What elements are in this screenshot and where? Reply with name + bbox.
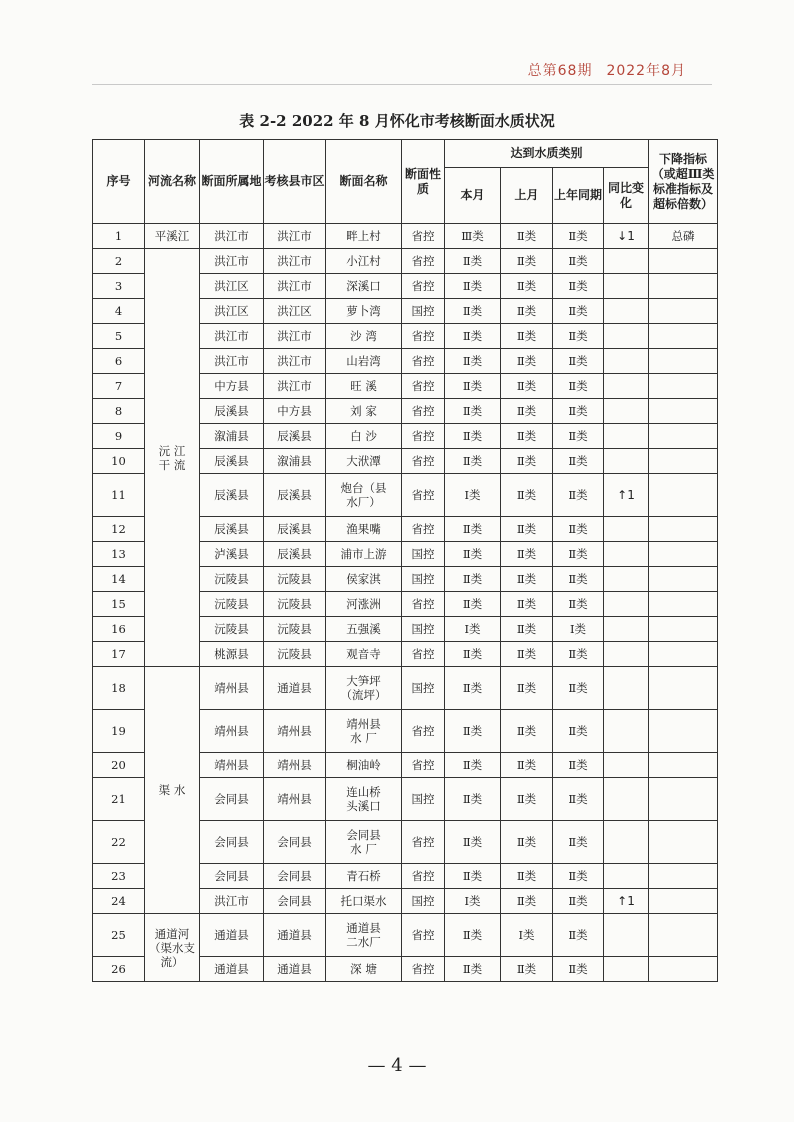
cell-nature: 国控 — [402, 778, 445, 821]
cell-section: 靖州县 水 厂 — [326, 710, 402, 753]
cell-indicator — [649, 957, 718, 982]
cell-this-month: Ⅰ类 — [445, 474, 501, 517]
cell-this-month: Ⅱ类 — [445, 642, 501, 667]
cell-river-name: 平溪江 — [145, 224, 200, 249]
cell-nature: 省控 — [402, 374, 445, 399]
cell-area: 洪江市 — [200, 249, 264, 274]
header-county: 考核县市区 — [264, 140, 326, 224]
cell-seq: 20 — [93, 753, 145, 778]
cell-section: 青石桥 — [326, 864, 402, 889]
cell-county: 会同县 — [264, 889, 326, 914]
cell-yoy — [604, 517, 649, 542]
cell-seq: 8 — [93, 399, 145, 424]
cell-area: 泸溪县 — [200, 542, 264, 567]
cell-last-month: Ⅱ类 — [501, 889, 553, 914]
cell-county: 靖州县 — [264, 778, 326, 821]
table-row — [93, 914, 718, 957]
cell-last-month: Ⅱ类 — [501, 821, 553, 864]
cell-yoy — [604, 821, 649, 864]
cell-area: 辰溪县 — [200, 449, 264, 474]
cell-section: 会同县 水 厂 — [326, 821, 402, 864]
cell-nature: 国控 — [402, 617, 445, 642]
cell-last-year: Ⅱ类 — [553, 914, 604, 957]
cell-indicator — [649, 667, 718, 710]
cell-county: 洪江市 — [264, 249, 326, 274]
cell-seq: 4 — [93, 299, 145, 324]
cell-last-year: Ⅱ类 — [553, 399, 604, 424]
cell-seq: 1 — [93, 224, 145, 249]
cell-indicator: 总磷 — [649, 224, 718, 249]
cell-last-month: Ⅱ类 — [501, 667, 553, 710]
cell-indicator — [649, 274, 718, 299]
cell-county: 沅陵县 — [264, 642, 326, 667]
water-quality-table — [92, 139, 718, 982]
cell-area: 会同县 — [200, 778, 264, 821]
cell-last-year: Ⅱ类 — [553, 778, 604, 821]
cell-indicator — [649, 517, 718, 542]
cell-last-year: Ⅰ类 — [553, 617, 604, 642]
header-area: 断面所属地 — [200, 140, 264, 224]
table-row — [93, 224, 718, 249]
cell-nature: 国控 — [402, 542, 445, 567]
cell-indicator — [649, 299, 718, 324]
cell-section: 大洑潭 — [326, 449, 402, 474]
cell-last-year: Ⅱ类 — [553, 374, 604, 399]
cell-section: 刘 家 — [326, 399, 402, 424]
cell-last-year: Ⅱ类 — [553, 449, 604, 474]
cell-last-month: Ⅱ类 — [501, 592, 553, 617]
cell-county: 洪江市 — [264, 374, 326, 399]
cell-river-name: 沅 江 干 流 — [145, 249, 200, 667]
header-quality-group: 达到水质类别 — [445, 140, 649, 168]
cell-county: 通道县 — [264, 667, 326, 710]
cell-last-month: Ⅱ类 — [501, 710, 553, 753]
cell-county: 靖州县 — [264, 753, 326, 778]
cell-yoy: ↓1 — [604, 224, 649, 249]
cell-nature: 省控 — [402, 753, 445, 778]
cell-seq: 6 — [93, 349, 145, 374]
cell-section: 深 塘 — [326, 957, 402, 982]
cell-last-year: Ⅱ类 — [553, 517, 604, 542]
header-seq: 序号 — [93, 140, 145, 224]
cell-nature: 省控 — [402, 274, 445, 299]
cell-last-month: Ⅱ类 — [501, 399, 553, 424]
cell-section: 小江村 — [326, 249, 402, 274]
cell-county: 辰溪县 — [264, 517, 326, 542]
cell-last-month: Ⅱ类 — [501, 617, 553, 642]
cell-county: 辰溪县 — [264, 424, 326, 449]
header-section: 断面名称 — [326, 140, 402, 224]
cell-section: 沙 湾 — [326, 324, 402, 349]
cell-nature: 省控 — [402, 821, 445, 864]
cell-section: 连山桥 头溪口 — [326, 778, 402, 821]
cell-this-month: Ⅱ类 — [445, 249, 501, 274]
cell-seq: 16 — [93, 617, 145, 642]
cell-last-year: Ⅱ类 — [553, 349, 604, 374]
cell-nature: 省控 — [402, 424, 445, 449]
cell-nature: 省控 — [402, 449, 445, 474]
issue-date: 2022年8月 — [606, 63, 686, 79]
cell-area: 洪江市 — [200, 889, 264, 914]
cell-last-year: Ⅱ类 — [553, 753, 604, 778]
cell-last-year: Ⅱ类 — [553, 821, 604, 864]
cell-nature: 省控 — [402, 224, 445, 249]
cell-area: 靖州县 — [200, 753, 264, 778]
cell-indicator — [649, 424, 718, 449]
cell-yoy — [604, 299, 649, 324]
cell-last-month: Ⅱ类 — [501, 567, 553, 592]
cell-nature: 省控 — [402, 249, 445, 274]
cell-last-year: Ⅱ类 — [553, 274, 604, 299]
cell-area: 洪江市 — [200, 224, 264, 249]
cell-county: 通道县 — [264, 957, 326, 982]
cell-last-year: Ⅱ类 — [553, 542, 604, 567]
cell-this-month: Ⅱ类 — [445, 592, 501, 617]
cell-last-month: Ⅱ类 — [501, 449, 553, 474]
header-rule — [92, 84, 712, 85]
cell-county: 辰溪县 — [264, 542, 326, 567]
cell-nature: 省控 — [402, 957, 445, 982]
cell-county: 靖州县 — [264, 710, 326, 753]
cell-seq: 2 — [93, 249, 145, 274]
cell-nature: 省控 — [402, 349, 445, 374]
cell-section: 观音寺 — [326, 642, 402, 667]
cell-last-year: Ⅱ类 — [553, 667, 604, 710]
cell-section: 托口渠水 — [326, 889, 402, 914]
cell-nature: 省控 — [402, 864, 445, 889]
cell-seq: 25 — [93, 914, 145, 957]
cell-indicator — [649, 399, 718, 424]
cell-area: 洪江市 — [200, 349, 264, 374]
cell-section: 山岩湾 — [326, 349, 402, 374]
cell-yoy — [604, 374, 649, 399]
cell-yoy — [604, 349, 649, 374]
cell-last-month: Ⅱ类 — [501, 349, 553, 374]
cell-last-year: Ⅱ类 — [553, 567, 604, 592]
page-number: — 4 — — [367, 1055, 427, 1076]
issue-number: 总第68期 — [527, 63, 593, 79]
cell-area: 会同县 — [200, 821, 264, 864]
cell-nature: 省控 — [402, 324, 445, 349]
cell-last-month: Ⅱ类 — [501, 374, 553, 399]
cell-this-month: Ⅱ类 — [445, 349, 501, 374]
cell-yoy — [604, 592, 649, 617]
cell-seq: 12 — [93, 517, 145, 542]
cell-yoy — [604, 324, 649, 349]
cell-last-year: Ⅱ类 — [553, 957, 604, 982]
cell-county: 溆浦县 — [264, 449, 326, 474]
cell-this-month: Ⅱ类 — [445, 864, 501, 889]
cell-area: 通道县 — [200, 957, 264, 982]
cell-seq: 19 — [93, 710, 145, 753]
cell-last-year: Ⅱ类 — [553, 224, 604, 249]
cell-area: 靖州县 — [200, 667, 264, 710]
cell-this-month: Ⅱ类 — [445, 517, 501, 542]
cell-indicator — [649, 778, 718, 821]
cell-yoy — [604, 424, 649, 449]
cell-last-month: Ⅱ类 — [501, 274, 553, 299]
cell-section: 大笋坪 （流坪） — [326, 667, 402, 710]
cell-yoy — [604, 249, 649, 274]
cell-yoy — [604, 667, 649, 710]
cell-nature: 省控 — [402, 642, 445, 667]
cell-area: 桃源县 — [200, 642, 264, 667]
cell-section: 白 沙 — [326, 424, 402, 449]
cell-this-month: Ⅱ类 — [445, 299, 501, 324]
cell-last-month: Ⅱ类 — [501, 642, 553, 667]
cell-yoy — [604, 399, 649, 424]
cell-this-month: Ⅱ类 — [445, 710, 501, 753]
cell-indicator — [649, 864, 718, 889]
table-title: 表 2-2 2022 年 8 月怀化市考核断面水质状况 — [239, 112, 555, 130]
cell-this-month: Ⅱ类 — [445, 399, 501, 424]
cell-section: 旺 溪 — [326, 374, 402, 399]
cell-river-name: 渠 水 — [145, 667, 200, 914]
cell-last-month: Ⅱ类 — [501, 299, 553, 324]
cell-indicator — [649, 821, 718, 864]
cell-seq: 9 — [93, 424, 145, 449]
cell-section: 五强溪 — [326, 617, 402, 642]
cell-yoy — [604, 542, 649, 567]
cell-indicator — [649, 324, 718, 349]
cell-last-month: Ⅱ类 — [501, 957, 553, 982]
cell-this-month: Ⅱ类 — [445, 821, 501, 864]
cell-area: 沅陵县 — [200, 567, 264, 592]
cell-last-month: Ⅱ类 — [501, 864, 553, 889]
cell-section: 浦市上游 — [326, 542, 402, 567]
cell-indicator — [649, 567, 718, 592]
cell-area: 洪江市 — [200, 324, 264, 349]
cell-this-month: Ⅱ类 — [445, 667, 501, 710]
cell-yoy — [604, 642, 649, 667]
cell-seq: 11 — [93, 474, 145, 517]
cell-seq: 7 — [93, 374, 145, 399]
cell-yoy — [604, 710, 649, 753]
cell-nature: 省控 — [402, 399, 445, 424]
cell-area: 溆浦县 — [200, 424, 264, 449]
cell-indicator — [649, 474, 718, 517]
cell-section: 侯家淇 — [326, 567, 402, 592]
cell-section: 通道县 二水厂 — [326, 914, 402, 957]
cell-last-year: Ⅱ类 — [553, 424, 604, 449]
cell-this-month: Ⅱ类 — [445, 753, 501, 778]
cell-last-year: Ⅱ类 — [553, 299, 604, 324]
cell-nature: 国控 — [402, 889, 445, 914]
cell-area: 沅陵县 — [200, 592, 264, 617]
cell-nature: 省控 — [402, 710, 445, 753]
table-row — [93, 667, 718, 710]
cell-county: 沅陵县 — [264, 592, 326, 617]
cell-county: 洪江市 — [264, 274, 326, 299]
cell-this-month: Ⅱ类 — [445, 567, 501, 592]
cell-yoy — [604, 864, 649, 889]
cell-last-month: Ⅱ类 — [501, 474, 553, 517]
cell-last-month: Ⅱ类 — [501, 753, 553, 778]
cell-yoy: ↑1 — [604, 889, 649, 914]
cell-nature: 省控 — [402, 517, 445, 542]
cell-last-year: Ⅱ类 — [553, 710, 604, 753]
cell-area: 通道县 — [200, 914, 264, 957]
cell-county: 洪江区 — [264, 299, 326, 324]
header-river: 河流名称 — [145, 140, 200, 224]
cell-this-month: Ⅱ类 — [445, 542, 501, 567]
cell-county: 洪江市 — [264, 224, 326, 249]
cell-last-month: Ⅱ类 — [501, 224, 553, 249]
table-body — [93, 224, 718, 982]
cell-indicator — [649, 349, 718, 374]
cell-yoy — [604, 449, 649, 474]
cell-yoy — [604, 617, 649, 642]
cell-river-name: 通道河（渠水支流） — [145, 914, 200, 982]
cell-section: 炮台（县 水厂） — [326, 474, 402, 517]
cell-seq: 3 — [93, 274, 145, 299]
cell-section: 萝卜湾 — [326, 299, 402, 324]
cell-yoy — [604, 274, 649, 299]
cell-indicator — [649, 592, 718, 617]
cell-area: 靖州县 — [200, 710, 264, 753]
cell-this-month: Ⅱ类 — [445, 274, 501, 299]
cell-section: 畔上村 — [326, 224, 402, 249]
cell-nature: 国控 — [402, 667, 445, 710]
header-yoy: 同比变化 — [604, 168, 649, 224]
cell-county: 中方县 — [264, 399, 326, 424]
cell-area: 中方县 — [200, 374, 264, 399]
cell-area: 辰溪县 — [200, 399, 264, 424]
cell-seq: 21 — [93, 778, 145, 821]
cell-county: 通道县 — [264, 914, 326, 957]
cell-area: 辰溪县 — [200, 517, 264, 542]
cell-indicator — [649, 449, 718, 474]
cell-area: 辰溪县 — [200, 474, 264, 517]
cell-seq: 26 — [93, 957, 145, 982]
cell-seq: 18 — [93, 667, 145, 710]
cell-county: 沅陵县 — [264, 617, 326, 642]
cell-this-month: Ⅰ类 — [445, 889, 501, 914]
cell-indicator — [649, 914, 718, 957]
cell-area: 沅陵县 — [200, 617, 264, 642]
cell-last-year: Ⅱ类 — [553, 889, 604, 914]
header-nature: 断面性质 — [402, 140, 445, 224]
cell-seq: 15 — [93, 592, 145, 617]
cell-county: 会同县 — [264, 864, 326, 889]
cell-seq: 22 — [93, 821, 145, 864]
cell-nature: 国控 — [402, 299, 445, 324]
cell-last-year: Ⅱ类 — [553, 864, 604, 889]
cell-yoy — [604, 778, 649, 821]
cell-this-month: Ⅰ类 — [445, 617, 501, 642]
cell-indicator — [649, 889, 718, 914]
cell-last-month: Ⅱ类 — [501, 778, 553, 821]
cell-seq: 14 — [93, 567, 145, 592]
cell-yoy: ↑1 — [604, 474, 649, 517]
cell-indicator — [649, 249, 718, 274]
cell-seq: 5 — [93, 324, 145, 349]
cell-indicator — [649, 710, 718, 753]
cell-last-month: Ⅰ类 — [501, 914, 553, 957]
cell-last-month: Ⅱ类 — [501, 424, 553, 449]
cell-county: 洪江市 — [264, 349, 326, 374]
cell-last-month: Ⅱ类 — [501, 542, 553, 567]
header-last-year: 上年同期 — [553, 168, 604, 224]
cell-section: 渔果嘴 — [326, 517, 402, 542]
cell-this-month: Ⅱ类 — [445, 374, 501, 399]
cell-nature: 省控 — [402, 592, 445, 617]
cell-yoy — [604, 567, 649, 592]
cell-indicator — [649, 753, 718, 778]
running-header — [514, 60, 686, 80]
cell-last-month: Ⅱ类 — [501, 517, 553, 542]
cell-indicator — [649, 374, 718, 399]
cell-indicator — [649, 642, 718, 667]
cell-nature: 国控 — [402, 567, 445, 592]
cell-this-month: Ⅱ类 — [445, 957, 501, 982]
cell-last-year: Ⅱ类 — [553, 324, 604, 349]
header-indicator: 下降指标（或超Ⅲ类标准指标及超标倍数） — [649, 140, 718, 224]
cell-yoy — [604, 957, 649, 982]
cell-seq: 13 — [93, 542, 145, 567]
table-row — [93, 249, 718, 274]
cell-seq: 23 — [93, 864, 145, 889]
cell-this-month: Ⅱ类 — [445, 914, 501, 957]
cell-indicator — [649, 617, 718, 642]
cell-nature: 省控 — [402, 474, 445, 517]
cell-area: 洪江区 — [200, 274, 264, 299]
header-last-month: 上月 — [501, 168, 553, 224]
cell-this-month: Ⅱ类 — [445, 778, 501, 821]
cell-yoy — [604, 753, 649, 778]
cell-section: 桐油岭 — [326, 753, 402, 778]
cell-section: 深溪口 — [326, 274, 402, 299]
cell-county: 洪江市 — [264, 324, 326, 349]
cell-county: 会同县 — [264, 821, 326, 864]
cell-this-month: Ⅱ类 — [445, 424, 501, 449]
cell-last-month: Ⅱ类 — [501, 249, 553, 274]
cell-seq: 17 — [93, 642, 145, 667]
cell-last-year: Ⅱ类 — [553, 249, 604, 274]
cell-seq: 10 — [93, 449, 145, 474]
cell-county: 辰溪县 — [264, 474, 326, 517]
cell-seq: 24 — [93, 889, 145, 914]
cell-last-month: Ⅱ类 — [501, 324, 553, 349]
cell-indicator — [649, 542, 718, 567]
cell-last-year: Ⅱ类 — [553, 474, 604, 517]
cell-this-month: Ⅱ类 — [445, 324, 501, 349]
cell-area: 洪江区 — [200, 299, 264, 324]
cell-this-month: Ⅲ类 — [445, 224, 501, 249]
cell-last-year: Ⅱ类 — [553, 642, 604, 667]
cell-section: 河涨洲 — [326, 592, 402, 617]
cell-nature: 省控 — [402, 914, 445, 957]
cell-area: 会同县 — [200, 864, 264, 889]
cell-yoy — [604, 914, 649, 957]
cell-this-month: Ⅱ类 — [445, 449, 501, 474]
cell-last-year: Ⅱ类 — [553, 592, 604, 617]
cell-county: 沅陵县 — [264, 567, 326, 592]
header-this-month: 本月 — [445, 168, 501, 224]
